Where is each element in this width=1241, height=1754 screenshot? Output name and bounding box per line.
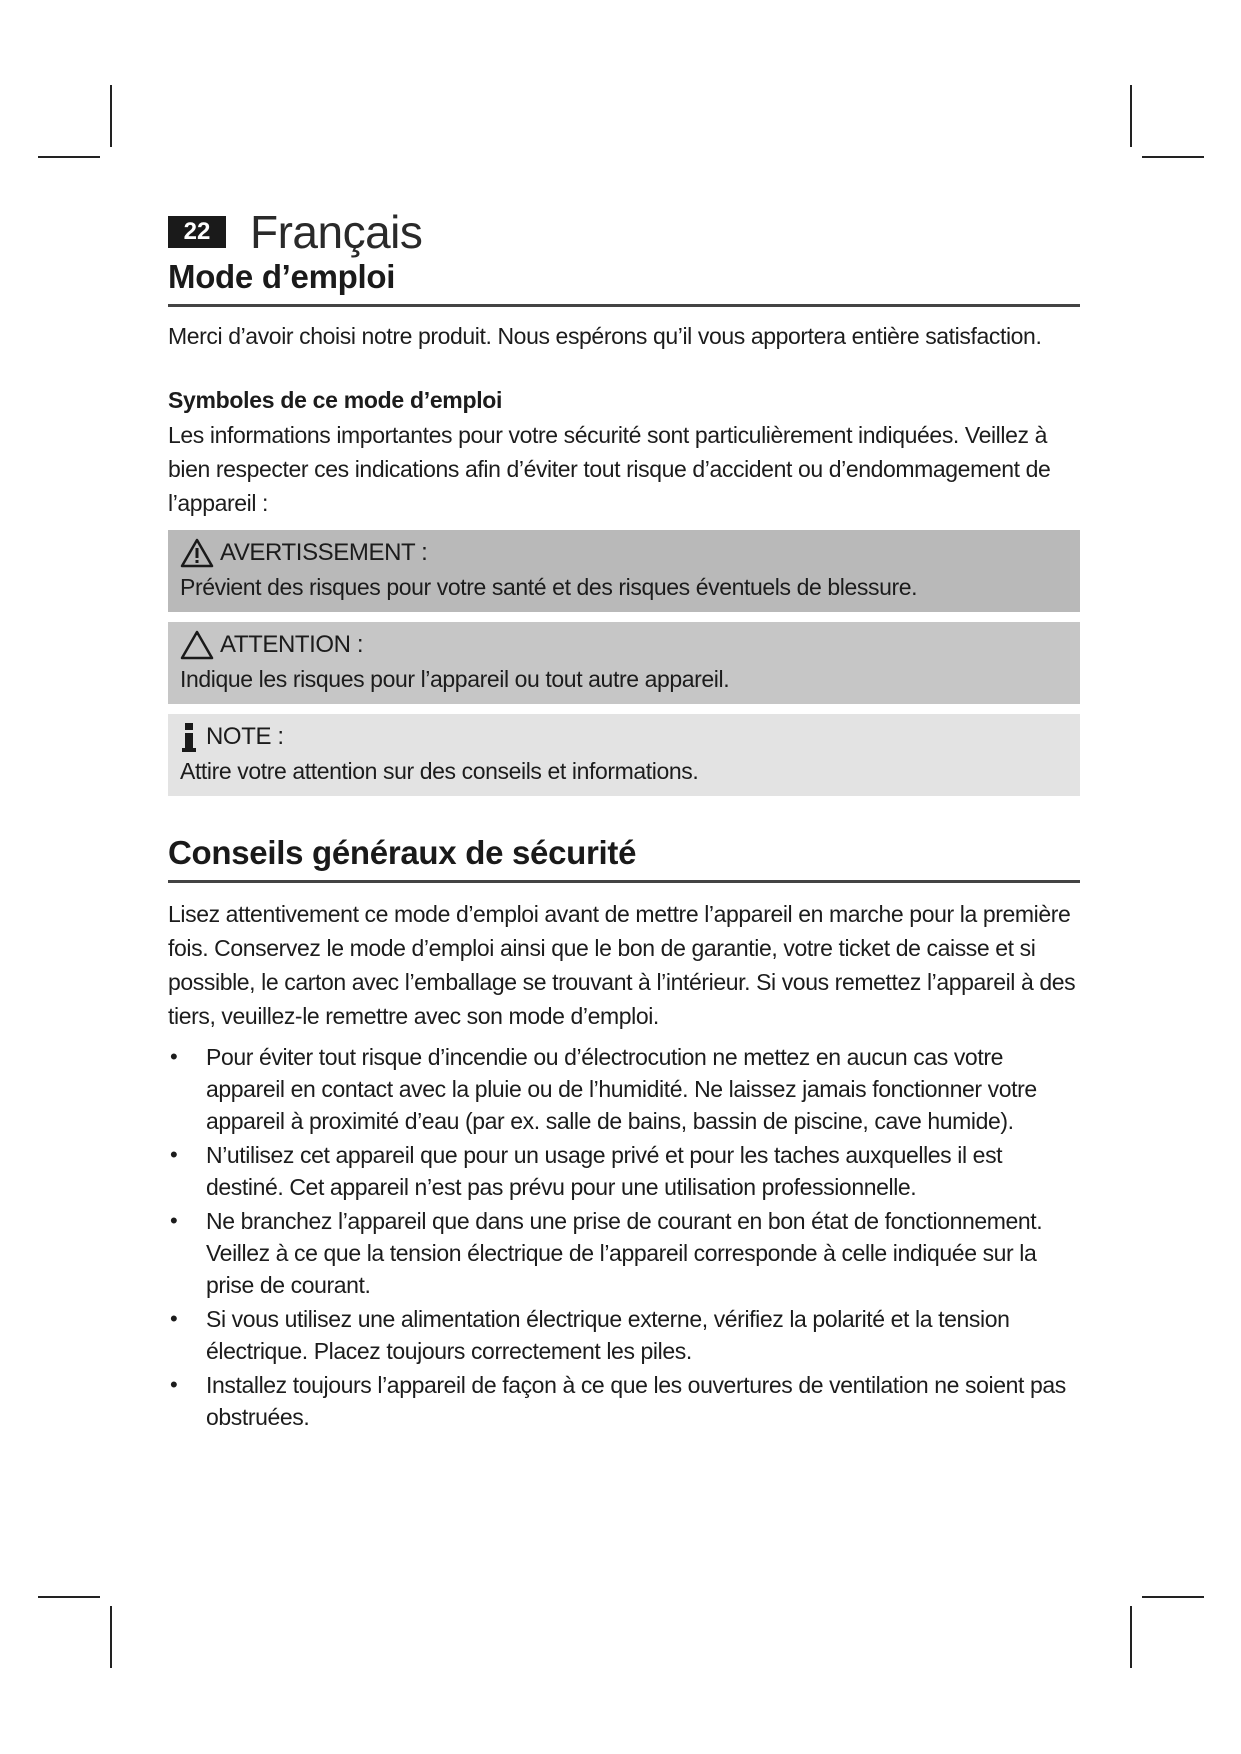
crop-mark (1142, 156, 1204, 158)
language-title: Français (250, 206, 423, 258)
page-content (168, 258, 1080, 1435)
list-item (168, 1139, 1080, 1203)
list-item-text: N’utilisez cet appareil que pour un usage privé et pour les taches auxquelles il est destiné. Cet appareil n’est pas prévu pour une utilisation professionnelle. (206, 1142, 1003, 1200)
list-item (168, 1205, 1080, 1301)
list-item (168, 1369, 1080, 1433)
symbols-text: Les informations importantes pour votre sécurité sont particulièrement indiquées. Veillez à bien respecter ces indications afin d’éviter tout risque d’accident ou d’endommagement de l’appareil : (168, 422, 1051, 516)
bullet-icon: • (170, 1142, 178, 1167)
page-number: 22 (168, 216, 226, 248)
list-item-text: Installez toujours l’appareil de façon à ce que les ouvertures de ventilation ne soient pas obstruées. (206, 1372, 1066, 1430)
page-header (168, 205, 422, 259)
crop-mark (38, 156, 100, 158)
warning-text: Prévient des risques pour votre santé et des risques éventuels de blessure. (180, 574, 918, 600)
caution-triangle-icon (180, 630, 214, 660)
list-item (168, 1303, 1080, 1367)
list-item (168, 1041, 1080, 1137)
bullet-icon: • (170, 1306, 178, 1331)
note-text: Attire votre attention sur des conseils et informations. (180, 758, 699, 784)
manual-title: Mode d’emploi (168, 258, 1080, 307)
bullet-icon: • (170, 1372, 178, 1397)
caution-text: Indique les risques pour l’appareil ou tout autre appareil. (180, 666, 730, 692)
crop-mark (1142, 1596, 1204, 1598)
caution-notice (168, 622, 1080, 704)
warning-notice (168, 530, 1080, 612)
warning-triangle-icon (180, 538, 214, 568)
crop-mark (38, 1596, 100, 1598)
list-item-text: Si vous utilisez une alimentation électrique externe, vérifiez la polarité et la tension électrique. Placez toujours correctement les piles. (206, 1306, 1010, 1364)
warning-label: AVERTISSEMENT : (220, 539, 428, 566)
crop-mark (110, 1606, 112, 1668)
crop-mark (1130, 85, 1132, 147)
bullet-icon: • (170, 1208, 178, 1233)
safety-title: Conseils généraux de sécurité (168, 834, 1080, 883)
note-label: NOTE : (206, 723, 284, 750)
safety-intro: Lisez attentivement ce mode d’emploi avant de mettre l’appareil en marche pour la première fois. Conservez le mode d’emploi ainsi que le bon de garantie, votre ticket de caisse et si possible, le carton avec l’emballage se trouvant à l’intérieur. Si vous remettez l’appareil à des tiers, veuillez-le remettre avec son mode d’emploi. (168, 901, 1076, 1029)
symbols-heading: Symboles de ce mode d’emploi (168, 387, 503, 413)
intro-text: Merci d’avoir choisi notre produit. Nous espérons qu’il vous apportera entière satisfaction. (168, 323, 1042, 349)
note-notice (168, 714, 1080, 796)
list-item-text: Ne branchez l’appareil que dans une prise de courant en bon état de fonctionnement. Veillez à ce que la tension électrique de l’appareil corresponde à celle indiquée sur la prise de courant. (206, 1208, 1043, 1298)
crop-mark (110, 85, 112, 147)
info-icon (180, 721, 198, 753)
caution-label: ATTENTION : (220, 631, 364, 658)
list-item-text: Pour éviter tout risque d’incendie ou d’électrocution ne mettez en aucun cas votre appareil en contact avec la pluie ou de l’humidité. Ne laissez jamais fonctionner votre appareil à proximité d’eau (par ex. salle de bains, bassin de piscine, cave humide). (206, 1044, 1037, 1134)
crop-mark (1130, 1606, 1132, 1668)
bullet-icon: • (170, 1044, 178, 1069)
safety-list (168, 1041, 1080, 1433)
